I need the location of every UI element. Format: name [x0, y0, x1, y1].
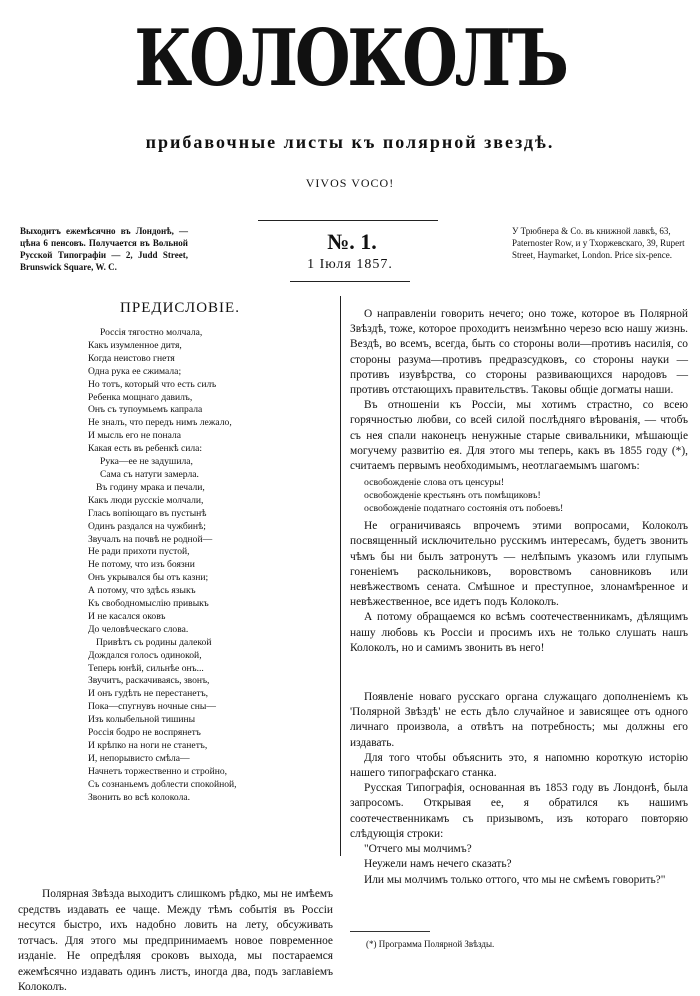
- left-notice: Выходитъ ежемѣсячно въ Лондонѣ, — цѣна 6 пенсовъ. Получается въ Вольной Русской Типографіи — 2, Judd Street, Brunswick Square, W. C.: [20, 226, 188, 272]
- poem-line: Ребенка мощнаго давилъ,: [88, 391, 193, 403]
- poem-line: Онъ съ тупоумьемъ капрала: [88, 404, 203, 416]
- poem-line: Глась вопіющаго въ пустынѣ: [88, 507, 207, 519]
- paragraph-appeal: А потому обращаемся ко всѣмъ соотечественникамъ, дѣлящимъ нашу любовь къ Россіи и просимъ ихъ не только слушать нашъ Колоколъ, но и самимъ звонить въ него!: [350, 611, 688, 654]
- poem-line: Не ради прихоти пустой,: [88, 546, 190, 558]
- preface-title: ПРЕДИСЛОВІЕ.: [120, 300, 240, 316]
- poem-line: Но тотъ, который что есть силъ: [88, 378, 217, 390]
- poem-line: Дождался голосъ одинокой,: [88, 649, 202, 661]
- quote-line: Неужели намъ нечего сказать?: [364, 858, 512, 871]
- poem-line: И не касался оковъ: [88, 610, 166, 622]
- intro-paragraph: Полярная Звѣзда выходитъ слишкомъ рѣдко, мы не имѣемъ средствъ издавать ее чаще. Между тѣмъ событія въ Россіи несутся быстро, ихъ надобно ловить на лету, обсуживать тотчасъ. Для этого мы предпринимаемъ новое повременное изданіе. Не опредѣляя сроковъ выхода, мы постараемся ежемѣсячно издавать одинъ листъ, иногда два, подъ заглавіемъ Колоколъ.: [18, 888, 333, 993]
- poem-line: Сама съ натуги замерла.: [100, 468, 199, 480]
- poem-line: Когда неистово гнетя: [88, 352, 175, 364]
- poem-line: Начнетъ торжественно и стройно,: [88, 765, 228, 777]
- poem-line: Пока—спугнувъ ночные сны—: [88, 701, 216, 713]
- poem-line: Онъ укрывался бы отъ казни;: [88, 572, 209, 584]
- masthead-subtitle: прибавочные листы къ полярной звездѣ.: [145, 132, 555, 152]
- poem-line: Къ свободномыслію привыкъ: [88, 598, 209, 610]
- poem-line: Теперь юнѣй, сильнѣе онъ...: [88, 662, 204, 674]
- motto: VIVOS VOCO!: [305, 176, 395, 190]
- issue-number: №. 1.: [327, 229, 377, 254]
- poem-line: Одна рука ее сжимала;: [88, 365, 182, 377]
- right-notice: У Трюбнера & Со. въ книжной лавкѣ, 63, Paternoster Row, и у Тхоржевскаго, 39, Rupert Street, Haymarket, London. Price six-pence.: [512, 226, 685, 260]
- section-gap: [350, 656, 688, 690]
- poem-line: Изъ колыбельной тишины: [88, 714, 196, 726]
- poem-line: Не зналъ, что передъ нимъ лежало,: [88, 417, 232, 429]
- poem-line: Не потому, что изъ боязни: [88, 559, 195, 571]
- paragraph-typography: Русская Типографія, основанная въ 1853 году въ Лондонѣ, была запросомъ. Открывая ее, я обратился къ нашимъ соотечественникамъ съ призывомъ, изъ котораго повторяю слѣдующія строки:: [350, 782, 688, 840]
- poem-line: Звонить во всѣ колокола.: [88, 791, 191, 803]
- footnote: (*) Программа Полярной Звѣзды.: [366, 939, 495, 949]
- poem-line: Одинъ раздался на чужбинѣ;: [88, 520, 206, 532]
- column-divider: [340, 296, 341, 856]
- poem-line: И мысль его не понала: [88, 430, 182, 442]
- poem-line: Въ годину мрака и печали,: [96, 481, 205, 493]
- poem-line: Россія бодро не воспрянетъ: [88, 727, 201, 739]
- list-item: освобожденіе крестьянъ отъ помѣщиковъ!: [364, 490, 541, 502]
- header-rule-bottom: [290, 281, 410, 282]
- paragraph-bell: Не ограничиваясь впрочемъ этими вопросами, Колоколъ посвященный исключительно русскимъ интересамъ, будетъ звонить чѣмъ бы ни былъ затронутъ — нелѣпымъ указомъ или глупымъ гоненіемъ раскольниковъ, воровствомъ сановниковъ или невѣжествомъ сената. Смѣшное и преступное, злонамѣренное и невѣжественное, все идетъ подъ Колоколъ.: [350, 520, 688, 609]
- poem-line: И онъ гудѣть не перестанетъ,: [88, 688, 209, 700]
- poem-line: Привѣтъ съ родины далекой: [96, 636, 212, 648]
- poem-line: Россія тягостно молчала,: [100, 327, 203, 338]
- poem-line: И, непорывисто смѣла—: [88, 752, 190, 764]
- poem-line: Какая есть въ ребенкѣ сила:: [88, 443, 203, 455]
- poem-line: И крѣпко на ноги не станетъ,: [88, 740, 208, 751]
- header-rule-top: [258, 220, 438, 221]
- poem-line: Звучитъ, раскачиваясь, звонъ,: [88, 675, 210, 687]
- quote-line: "Отчего мы молчимъ?: [364, 843, 472, 856]
- demands-list: [364, 476, 688, 515]
- poem-line: Какъ люди русскіе молчали,: [88, 494, 204, 506]
- poem-line: Звучалъ на почвѣ не родной—: [88, 533, 213, 545]
- list-item: освобожденіе слова отъ ценсуры!: [364, 477, 505, 489]
- issue-date: 1 Іюля 1857.: [307, 257, 393, 272]
- poem-line: А потому, что здѣсь языкъ: [88, 585, 196, 597]
- paragraph-new-organ: Появленіе новаго русскаго органа служащаго дополненіемъ къ 'Полярной Звѣздѣ' не есть дѣло случайное и зависящее отъ одного личнаго произвола, а отвѣтъ на потребность; мы должны его издавать.: [350, 691, 688, 749]
- right-column: [350, 307, 688, 888]
- quote-line: Или мы молчимъ только оттого, что мы не смѣемъ говорить?": [364, 873, 666, 886]
- bottom-left-text: [18, 887, 333, 996]
- paragraph-history: Для того чтобы объяснить это, я напомню короткую исторію нашего типографскаго станка.: [350, 751, 688, 780]
- poem-line: До человѣческаго слова.: [88, 623, 189, 635]
- paragraph-russia: Въ отношеніи къ Россіи, мы хотимъ страстно, со всею горячностью любви, со всей силой послѣдняго вѣрованія, — чтобъ съ нея спали наконецъ ненужные старые свивальники, мѣшающіе могучему развитію ея. Для этого мы теперь, какъ въ 1855 году (*), считаемъ первымъ необходимымъ, неотлагаемымъ шагомъ:: [350, 399, 688, 473]
- preface-poem: [88, 327, 328, 805]
- masthead-title: КОЛОКОЛЪ: [134, 13, 566, 104]
- paragraph-direction: О направленіи говорить нечего; оно тоже, которое въ Полярной Звѣздѣ, тоже, которое проходитъ неизмѣнно черезо всю нашу жизнь. Вездѣ, во всемъ, всегда, быть со стороны воли—противъ насилія, со стороны разума—противъ предразсудковъ, со стороны науки — противъ изувѣрства, со стороны развивающихся народовъ — противъ отстающихъ правительствъ. Таковы общіе догматы наши.: [350, 308, 688, 397]
- poem-line: Съ сознаньемъ доблести спокойной,: [88, 778, 237, 790]
- poem-line: Рука—ее не задушила,: [100, 456, 193, 468]
- footnote-rule: [350, 931, 430, 932]
- poem-line: Какъ изумленное дитя,: [88, 339, 182, 351]
- list-item: освобожденіе податнаго состоянія отъ побоевъ!: [364, 503, 564, 515]
